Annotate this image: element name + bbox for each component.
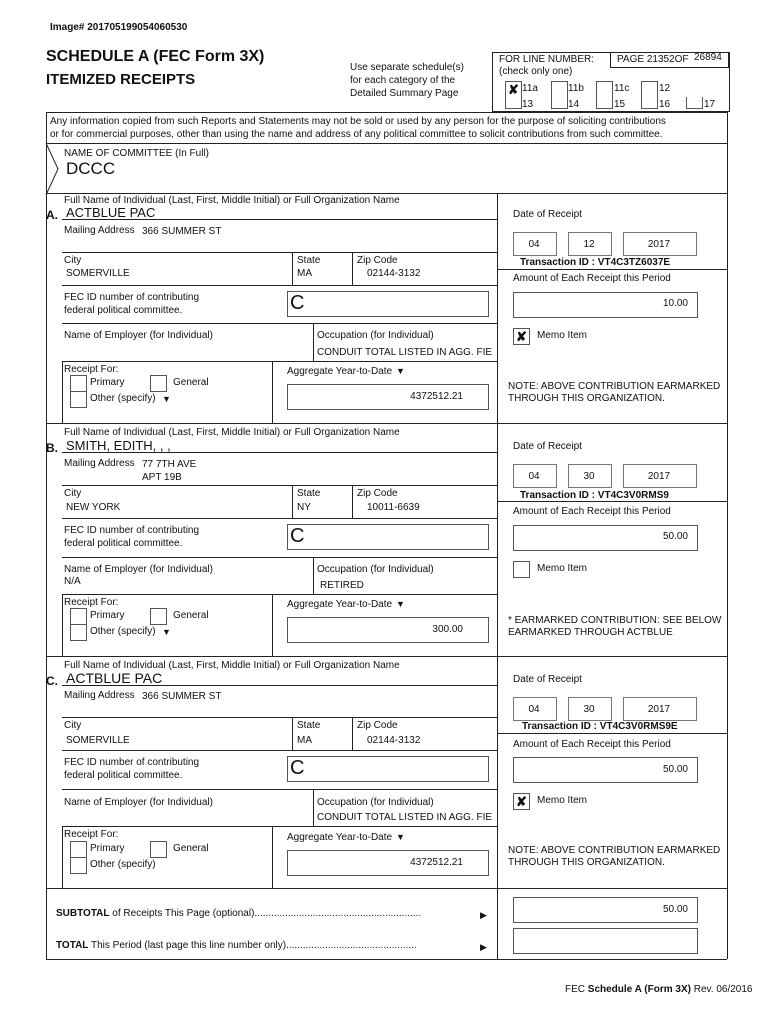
day-value: 30 bbox=[583, 704, 595, 715]
total-label-rest: This Period (last page this line number only)............................................... bbox=[88, 940, 417, 951]
primary-label: Primary bbox=[90, 610, 125, 621]
entry-note-1: NOTE: ABOVE CONTRIBUTION EARMARKED bbox=[508, 845, 721, 856]
line-11b-label: 11b bbox=[568, 83, 584, 94]
memo-checkbox[interactable]: ✘ bbox=[513, 328, 530, 345]
page-label: PAGE 21352OF bbox=[617, 54, 689, 65]
employer-value: N/A bbox=[64, 576, 81, 587]
month-value: 04 bbox=[528, 239, 540, 250]
general-checkbox[interactable] bbox=[150, 375, 167, 392]
amount-value: 10.00 bbox=[662, 298, 688, 309]
state-label: State bbox=[297, 488, 321, 499]
line-12-label: 12 bbox=[659, 83, 671, 94]
other-checkbox[interactable] bbox=[70, 391, 87, 408]
fec-prefix: C bbox=[290, 757, 305, 779]
footer-suffix: Rev. 06/2016 bbox=[690, 984, 753, 995]
mailing-address-label: Mailing Address bbox=[64, 225, 135, 236]
memo-item-label: Memo Item bbox=[537, 795, 588, 806]
full-name-label: Full Name of Individual (Last, First, Middle Initial) or Full Organization Name bbox=[64, 660, 400, 671]
state-label: State bbox=[297, 720, 321, 731]
occupation-label: Occupation (for Individual) bbox=[317, 797, 434, 808]
entry-letter: A. bbox=[46, 208, 58, 222]
occupation-value: RETIRED bbox=[320, 580, 364, 591]
zip-value: 02144-3132 bbox=[367, 735, 421, 746]
transaction-id: Transaction ID : VT4C3TZ6037E bbox=[520, 257, 671, 268]
receipt-for-label: Receipt For: bbox=[64, 364, 119, 375]
zip-value: 02144-3132 bbox=[367, 268, 421, 279]
amount-label: Amount of Each Receipt this Period bbox=[513, 273, 671, 284]
footer-prefix: FEC bbox=[565, 984, 588, 995]
mailing-address-label: Mailing Address bbox=[64, 458, 135, 469]
day-value: 12 bbox=[583, 239, 595, 250]
line-15-checkbox[interactable] bbox=[596, 97, 613, 109]
receipt-for-label: Receipt For: bbox=[64, 829, 119, 840]
footer-form-id bbox=[565, 984, 752, 995]
month-value: 04 bbox=[528, 704, 540, 715]
memo-checkbox[interactable]: ✘ bbox=[513, 793, 530, 810]
line-17-label: 17 bbox=[704, 99, 716, 110]
aggregate-label: Aggregate Year-to-Date bbox=[287, 832, 393, 843]
amount-value: 50.00 bbox=[662, 764, 688, 775]
other-checkbox[interactable] bbox=[70, 857, 87, 874]
entry-note-2: THROUGH THIS ORGANIZATION. bbox=[508, 393, 665, 404]
other-label: Other (specify) bbox=[90, 859, 156, 870]
general-checkbox[interactable] bbox=[150, 841, 167, 858]
check-only-one-label: (check only one) bbox=[499, 66, 573, 77]
line-13-checkbox[interactable] bbox=[505, 97, 522, 109]
employer-label: Name of Employer (for Individual) bbox=[64, 564, 213, 575]
general-label: General bbox=[173, 843, 209, 854]
other-label: Other (specify) bbox=[90, 393, 156, 404]
other-checkbox[interactable] bbox=[70, 624, 87, 641]
full-name-label: Full Name of Individual (Last, First, Middle Initial) or Full Organization Name bbox=[64, 427, 400, 438]
separate-note-1: Use separate schedule(s) bbox=[350, 62, 464, 73]
fec-id-label-2: federal political committee. bbox=[64, 305, 183, 316]
general-label: General bbox=[173, 377, 209, 388]
fec-id-label-2: federal political committee. bbox=[64, 538, 183, 549]
aggregate-label: Aggregate Year-to-Date bbox=[287, 366, 393, 377]
city-label: City bbox=[64, 720, 82, 731]
aggregate-value: 4372512.21 bbox=[410, 857, 463, 868]
receipt-for-label: Receipt For: bbox=[64, 597, 119, 608]
committee-arrow-icon bbox=[38, 143, 62, 195]
entry-note-2: EARMARKED THROUGH ACTBLUE bbox=[508, 627, 673, 638]
primary-checkbox[interactable] bbox=[70, 608, 87, 625]
address-line-1: 366 SUMMER ST bbox=[142, 226, 222, 237]
primary-checkbox[interactable] bbox=[70, 375, 87, 392]
subtotal-label-bold: SUBTOTAL bbox=[56, 908, 110, 919]
other-label: Other (specify) bbox=[90, 626, 156, 637]
fec-id-label-1: FEC ID number of contributing bbox=[64, 292, 200, 303]
city-value: NEW YORK bbox=[66, 502, 121, 513]
year-value: 2017 bbox=[647, 471, 671, 482]
subtotal-label-rest: of Receipts This Page (optional)............................................................ bbox=[109, 908, 422, 919]
day-value: 30 bbox=[583, 471, 595, 482]
other-dropdown-icon[interactable]: ▼ bbox=[162, 394, 171, 404]
zip-label: Zip Code bbox=[357, 488, 398, 499]
year-value: 2017 bbox=[647, 239, 671, 250]
page-total: 26894 bbox=[694, 52, 722, 63]
disclaimer-line-1: Any information copied from such Reports and Statements may not be sold or used by any person for the purpose of soliciting contributions bbox=[50, 116, 666, 127]
occupation-label: Occupation (for Individual) bbox=[317, 330, 434, 341]
fec-id-label-2: federal political committee. bbox=[64, 770, 183, 781]
mailing-address-label: Mailing Address bbox=[64, 690, 135, 701]
aggregate-value: 300.00 bbox=[432, 624, 463, 635]
fec-id-label-1: FEC ID number of contributing bbox=[64, 757, 200, 768]
transaction-id: Transaction ID : VT4C3V0RMS9 bbox=[520, 490, 669, 501]
fec-prefix: C bbox=[290, 292, 305, 314]
state-value: MA bbox=[297, 735, 312, 746]
city-label: City bbox=[64, 488, 82, 499]
memo-checkbox[interactable] bbox=[513, 561, 530, 578]
occupation-value: CONDUIT TOTAL LISTED IN AGG. FIE bbox=[317, 812, 493, 823]
amount-label: Amount of Each Receipt this Period bbox=[513, 506, 671, 517]
primary-label: Primary bbox=[90, 843, 125, 854]
state-value: MA bbox=[297, 268, 312, 279]
general-checkbox[interactable] bbox=[150, 608, 167, 625]
schedule-title: SCHEDULE A (FEC Form 3X) bbox=[46, 48, 265, 65]
entry-note-1: * EARMARKED CONTRIBUTION: SEE BELOW bbox=[508, 615, 722, 626]
line-16-label: 16 bbox=[659, 99, 671, 110]
committee-name: DCCC bbox=[66, 159, 116, 178]
entry-note-2: THROUGH THIS ORGANIZATION. bbox=[508, 857, 665, 868]
other-dropdown-icon[interactable]: ▼ bbox=[162, 627, 171, 637]
subtotal-value: 50.00 bbox=[662, 904, 688, 915]
contributor-name: SMITH, EDITH, , , bbox=[66, 438, 171, 453]
aggregate-dropdown-icon: ▼ bbox=[396, 599, 405, 609]
schedule-subtitle: ITEMIZED RECEIPTS bbox=[46, 71, 196, 88]
city-value: SOMERVILLE bbox=[66, 735, 130, 746]
line-16-checkbox[interactable] bbox=[641, 97, 658, 109]
line-11a-checkbox[interactable]: ✘ bbox=[505, 81, 522, 98]
subtotal-label bbox=[56, 908, 421, 919]
memo-item-label: Memo Item bbox=[537, 563, 588, 574]
full-name-label: Full Name of Individual (Last, First, Middle Initial) or Full Organization Name bbox=[64, 195, 400, 206]
fec-id-input[interactable] bbox=[287, 524, 489, 550]
city-value: SOMERVILLE bbox=[66, 268, 130, 279]
zip-label: Zip Code bbox=[357, 255, 398, 266]
primary-checkbox[interactable] bbox=[70, 841, 87, 858]
zip-value: 10011-6639 bbox=[367, 502, 420, 513]
address-line-1: 366 SUMMER ST bbox=[142, 691, 222, 702]
separate-note-3: Detailed Summary Page bbox=[350, 88, 459, 99]
entry-letter: B. bbox=[46, 441, 58, 455]
primary-label: Primary bbox=[90, 377, 125, 388]
line-11b-checkbox[interactable] bbox=[551, 81, 568, 98]
employer-label: Name of Employer (for Individual) bbox=[64, 797, 213, 808]
fec-id-input[interactable] bbox=[287, 756, 489, 782]
contributor-name: ACTBLUE PAC bbox=[66, 205, 156, 220]
entry-letter: C. bbox=[46, 674, 58, 688]
total-field[interactable] bbox=[513, 928, 698, 954]
state-label: State bbox=[297, 255, 321, 266]
occupation-label: Occupation (for Individual) bbox=[317, 564, 434, 575]
for-line-number-label: FOR LINE NUMBER: bbox=[499, 54, 595, 65]
zip-label: Zip Code bbox=[357, 720, 398, 731]
amount-label: Amount of Each Receipt this Period bbox=[513, 739, 671, 750]
entry-note-1: NOTE: ABOVE CONTRIBUTION EARMARKED bbox=[508, 381, 721, 392]
month-value: 04 bbox=[528, 471, 540, 482]
total-arrow-icon: ▶ bbox=[480, 942, 487, 952]
memo-item-label: Memo Item bbox=[537, 330, 588, 341]
year-value: 2017 bbox=[647, 704, 671, 715]
contributor-name: ACTBLUE PAC bbox=[66, 670, 163, 686]
date-of-receipt-label: Date of Receipt bbox=[513, 674, 582, 685]
date-of-receipt-label: Date of Receipt bbox=[513, 441, 582, 452]
separate-note-2: for each category of the bbox=[350, 75, 456, 86]
line-12-checkbox[interactable] bbox=[641, 81, 658, 98]
footer-bold: Schedule A (Form 3X) bbox=[587, 984, 691, 995]
line-17-checkbox[interactable] bbox=[686, 97, 703, 109]
total-label-bold: TOTAL bbox=[56, 940, 89, 951]
aggregate-value: 4372512.21 bbox=[410, 391, 463, 402]
transaction-id: Transaction ID : VT4C3V0RMS9E bbox=[522, 721, 678, 732]
image-id-label: Image# 201705199054060530 bbox=[50, 22, 188, 33]
line-11c-label: 11c bbox=[614, 83, 630, 94]
amount-value: 50.00 bbox=[662, 531, 688, 542]
line-11c-checkbox[interactable] bbox=[596, 81, 613, 98]
general-label: General bbox=[173, 610, 209, 621]
fec-prefix: C bbox=[290, 525, 305, 547]
line-13-label: 13 bbox=[522, 99, 534, 110]
address-line-1: 77 7TH AVE bbox=[142, 459, 197, 470]
committee-label: NAME OF COMMITTEE (In Full) bbox=[64, 148, 209, 159]
fec-id-label-1: FEC ID number of contributing bbox=[64, 525, 200, 536]
aggregate-dropdown-icon: ▼ bbox=[396, 366, 405, 376]
aggregate-dropdown-icon: ▼ bbox=[396, 832, 405, 842]
line-11a-label: 11a bbox=[522, 83, 538, 94]
total-label bbox=[56, 940, 417, 951]
disclaimer-line-2: or for commercial purposes, other than using the name and address of any political committee to solicit contributions from such committee. bbox=[50, 129, 663, 140]
fec-id-input[interactable] bbox=[287, 291, 489, 317]
occupation-value: CONDUIT TOTAL LISTED IN AGG. FIE bbox=[317, 347, 493, 358]
line-14-label: 14 bbox=[568, 99, 580, 110]
line-15-label: 15 bbox=[614, 99, 626, 110]
city-label: City bbox=[64, 255, 82, 266]
aggregate-label: Aggregate Year-to-Date bbox=[287, 599, 393, 610]
employer-label: Name of Employer (for Individual) bbox=[64, 330, 213, 341]
date-of-receipt-label: Date of Receipt bbox=[513, 209, 582, 220]
state-value: NY bbox=[297, 502, 311, 513]
subtotal-arrow-icon: ▶ bbox=[480, 910, 487, 920]
address-line-2: APT 19B bbox=[142, 472, 182, 483]
line-14-checkbox[interactable] bbox=[551, 97, 568, 109]
